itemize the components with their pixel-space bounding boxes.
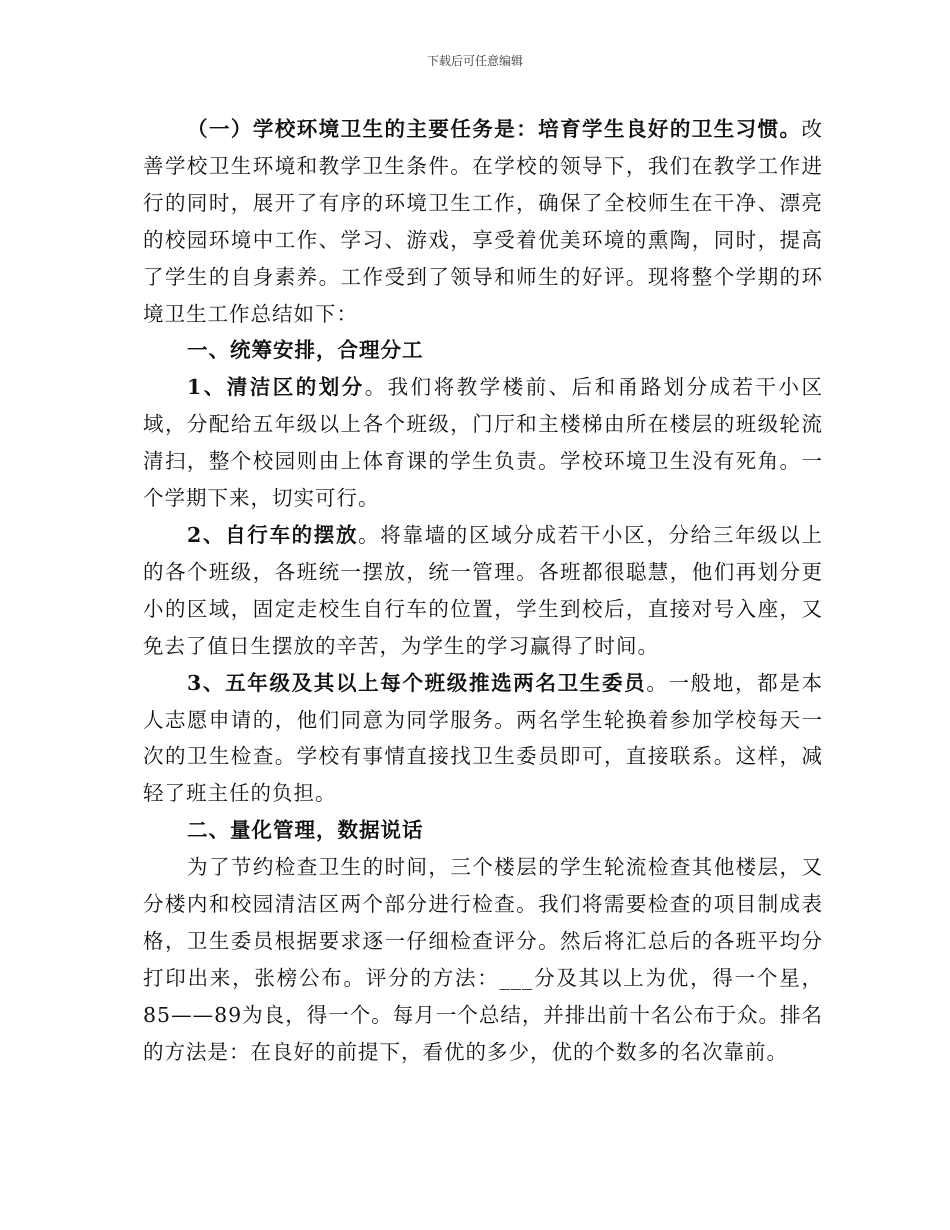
paragraph-text: 。将靠墙的区域分成若干小区，分给三年级以上的各个班级，各班统一摆放，统一管理。各班都很聪慧，他们再划分更小的区域，固定走校生自行车的位置，学生到校后，直接对号入座，又免去了值日生摆放的辛苦，为学生的学习赢得了时间。	[143, 522, 824, 658]
document-body	[143, 111, 823, 1071]
paragraph-intro	[143, 111, 823, 332]
paragraph-inspection: 为了节约检查卫生的时间，三个楼层的学生轮流检查其他楼层，又分楼内和校园清洁区两个部分进行检查。我们将需要检查的项目制成表格，卫生委员根据要求逐一仔细检查评分。然后将汇总后的各班平均分打印出来，张榜公布。评分的方法：___分及其以上为优，得一个星，85——89为良，得一个。每月一个总结，并排出前十名公布于众。排名的方法是：在良好的前提下，看优的多少，优的个数多的名次靠前。	[143, 855, 823, 1064]
item-heading-1: 1、清洁区的划分	[187, 375, 365, 400]
paragraph-cleaning-area	[143, 369, 823, 517]
item-heading-2: 2、自行车的摆放	[187, 522, 359, 547]
heading-quantified-management: 二、量化管理，数据说话	[187, 818, 424, 843]
paragraph-text: 改善学校卫生环境和教学卫生条件。在学校的领导下，我们在教学工作进行的同时，展开了有序的环境卫生工作，确保了全校师生在干净、漂亮的校园环境中工作、学习、游戏，享受着优美环境的熏陶，同时，提高了学生的自身素养。工作受到了领导和师生的好评。现将整个学期的环境卫生工作总结如下：	[143, 117, 823, 326]
paragraph-hygiene-committee	[143, 665, 823, 813]
paragraph-text: 。我们将教学楼前、后和甬路划分成若干小区域，分配给五年级以上各个班级，门厅和主楼梯由所在楼层的班级轮流清扫，整个校园则由上体育课的学生负责。学校环境卫生没有死角。一个学期下来，切实可行。	[143, 375, 823, 511]
item-heading-3: 3、五年级及其以上每个班级推选两名卫生委员	[187, 670, 647, 695]
paragraph-bicycle	[143, 517, 823, 665]
section-heading-1: （一）学校环境卫生的主要任务是：培育学生良好的卫生习惯。	[187, 117, 802, 141]
heading-overall-arrangement: 一、统筹安排，合理分工	[187, 338, 424, 363]
paragraph-text: 。一般地，都是本人志愿申请的，他们同意为同学服务。两名学生轮换着参加学校每天一次的卫生检查。学校有事情直接找卫生委员即可，直接联系。这样，减轻了班主任的负担。	[143, 670, 824, 806]
page-header: 下载后可任意编辑	[426, 54, 523, 68]
